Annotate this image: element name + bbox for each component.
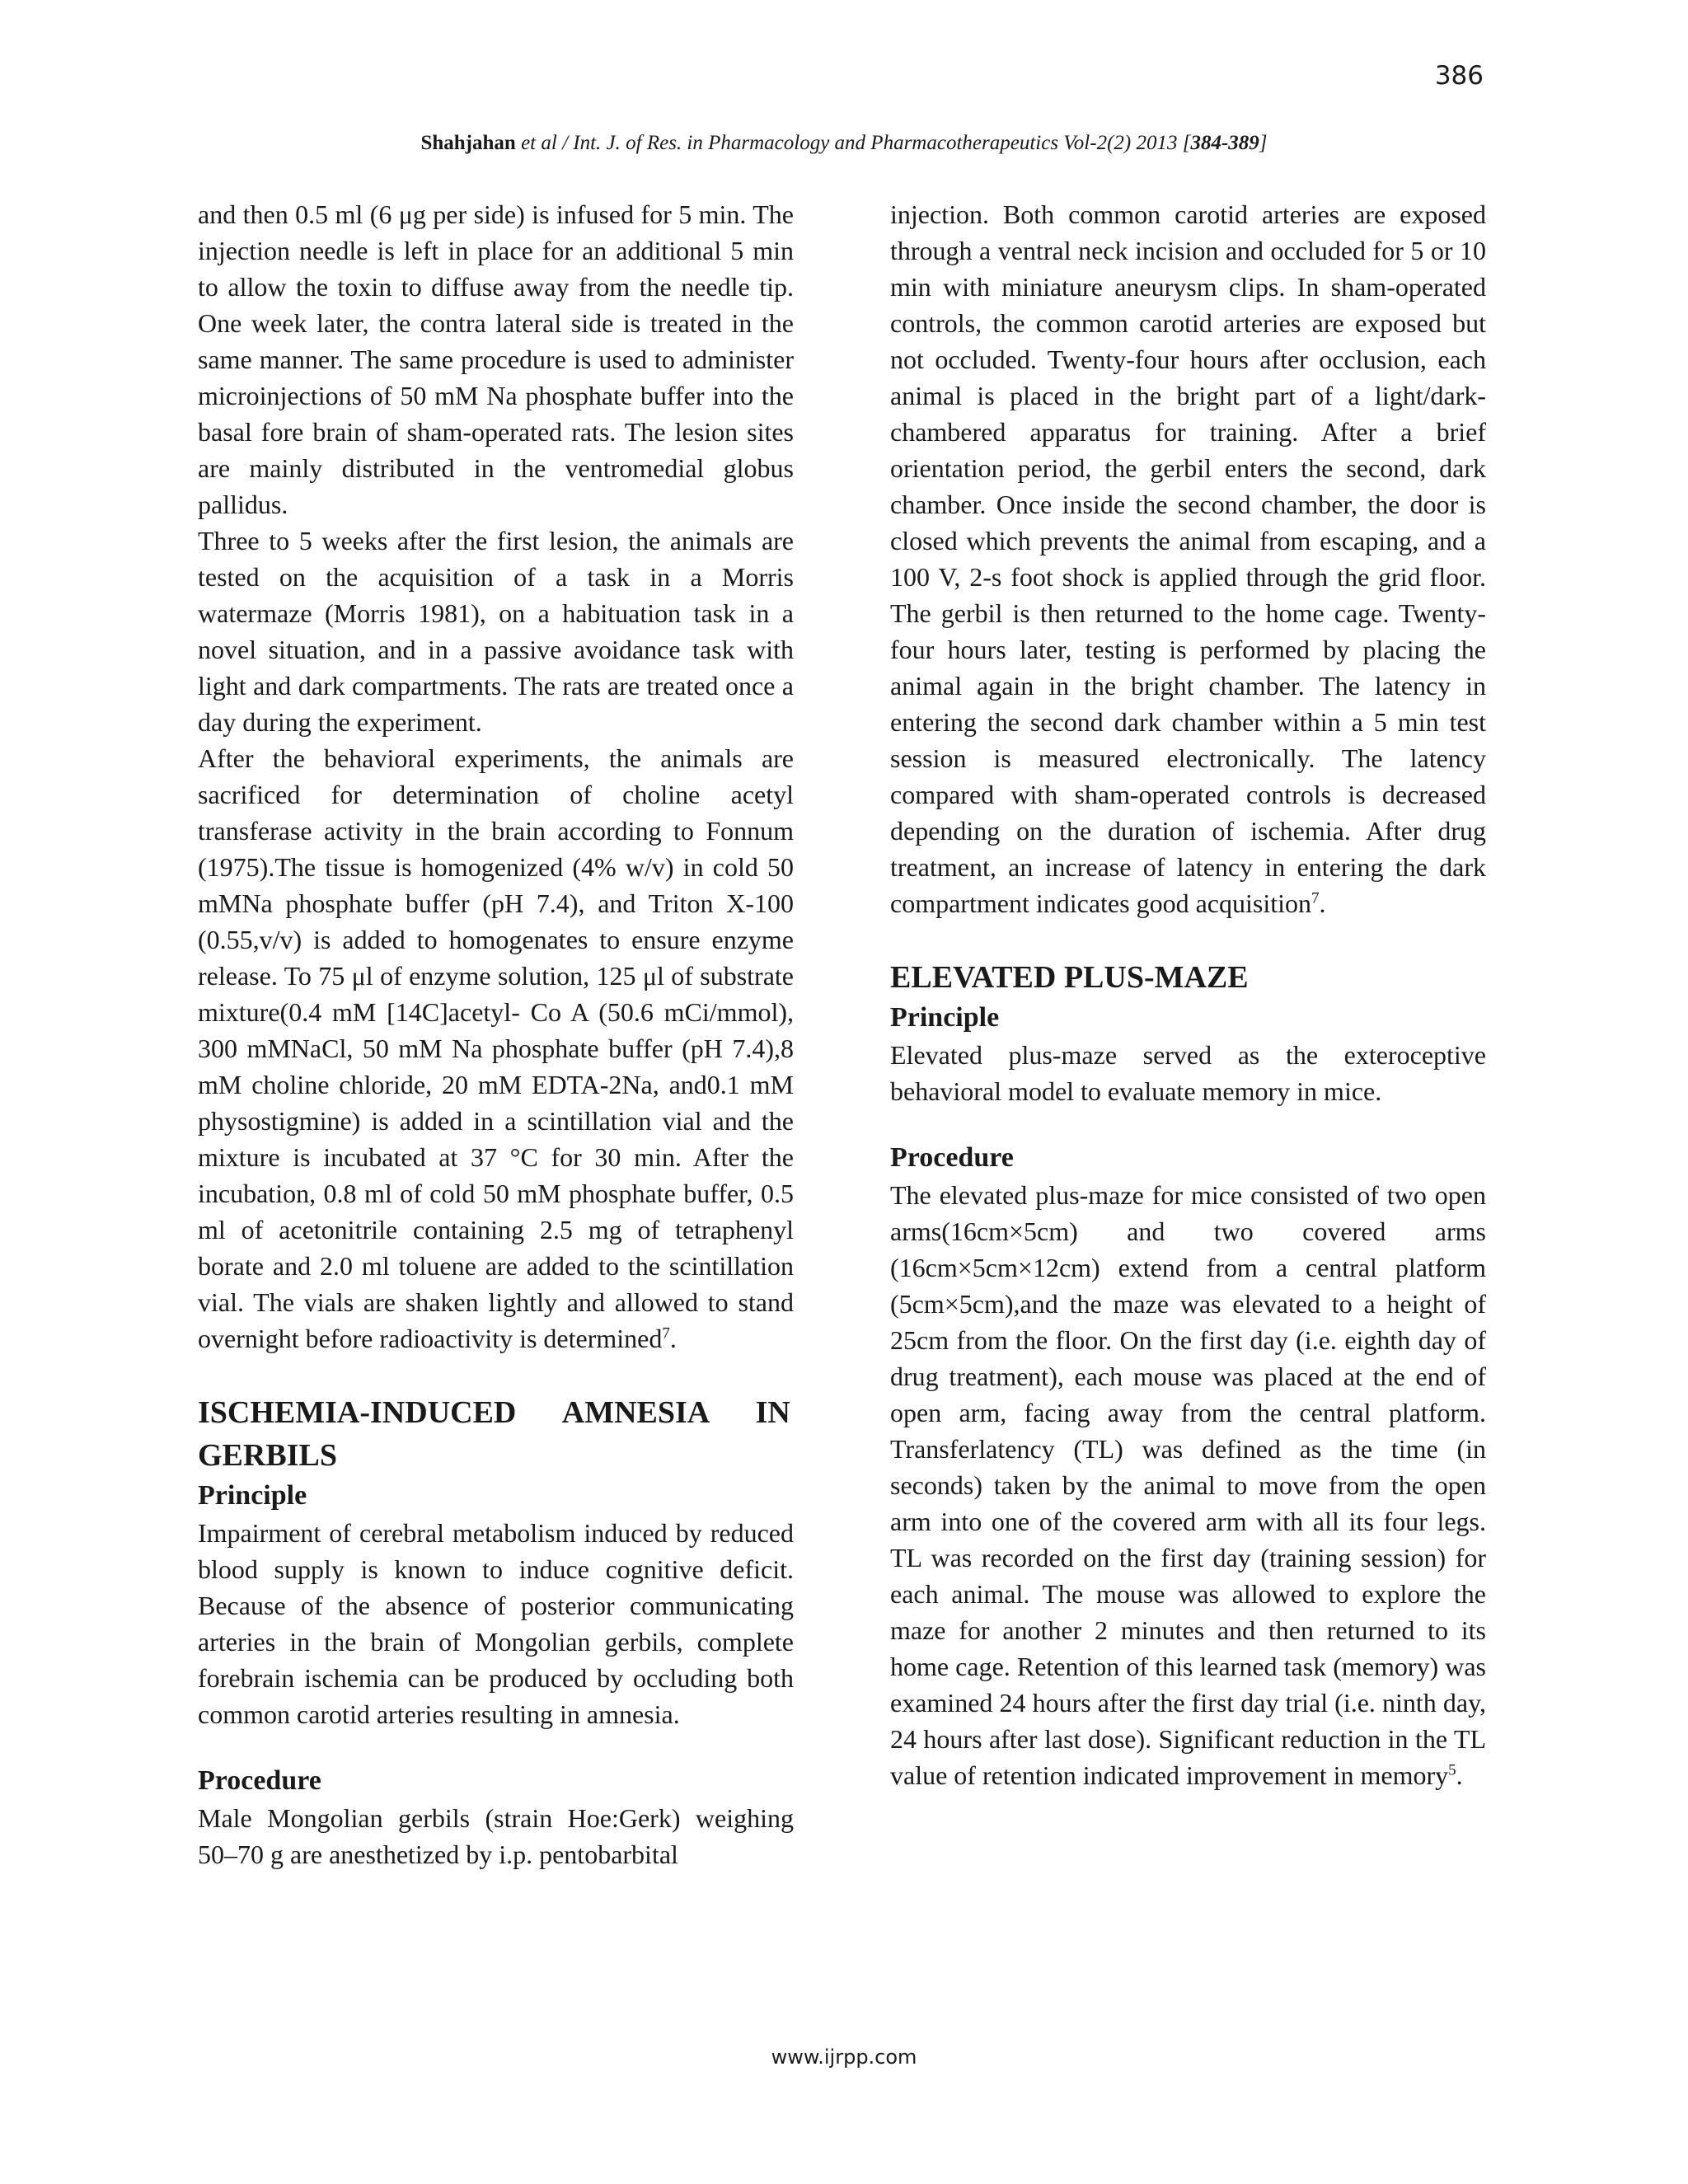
paragraph: Male Mongolian gerbils (strain Hoe:Gerk) weighing 50–70 g are anesthetized by i.p. pentobarbital [198, 1803, 794, 1869]
footer-url: www.ijrpp.com [771, 2046, 917, 2069]
paragraph: and then 0.5 ml (6 μg per side) is infused for 5 min. The injection needle is left in place for an additional 5 min to allow the toxin to diffuse away from the needle tip. One week later, the contra lateral side is treated in the same manner. The same procedure is used to administer microinjections of 50 mM Na phosphate buffer into the basal fore brain of sham-operated rats. The lesion sites are mainly distributed in the ventromedial globus pallidus. [198, 199, 794, 519]
paragraph: Elevated plus-maze served as the exteroceptive behavioral model to evaluate memory in mice. [890, 1040, 1486, 1106]
paragraph: The elevated plus-maze for mice consisted of two open arms(16cm×5cm) and two covered arms (16cm×5cm×12cm) extend from a central platform (5cm×5cm),and the maze was elevated to a height of 25cm from the floor. On the first day (i.e. eighth day of drug treatment), each mouse was placed at the end of open arm, facing away from the central platform. Transferlatency (TL) was defined as the time (in seconds) taken by the animal to move from the open arm into one of the covered arm with all its four legs. TL was recorded on the first day (training session) for each animal. The mouse was allowed to explore the maze for another 2 minutes and then returned to its home cage. Retention of this learned task (memory) was examined 24 hours after the first day trial (i.e. ninth day, 24 hours after last dose). Significant reduction in the TL value of retention indicated improvement in memory$^5$. [890, 1180, 1486, 1790]
left-column [198, 196, 794, 1872]
reference-marker: 7 [662, 1324, 670, 1343]
header-author: Shahjahan [420, 132, 516, 154]
subheading-principle: Principle [890, 1002, 1000, 1033]
subheading-procedure: Procedure [890, 1142, 1014, 1173]
paragraph: After the behavioral experiments, the animals are sacrificed for determination of choline acetyl transferase activity in the brain according to Fonnum (1975).The tissue is homogenized (4% w/v) in cold 50 mMNa phosphate buffer (pH 7.4), and Triton X-100 (0.55,v/v) is added to homogenates to ensure enzyme release. To 75 μl of enzyme solution, 125 μl of substrate mixture(0.4 mM [14C]acetyl- Co A (50.6 mCi/mmol), 300 mMNaCl, 50 mM Na phosphate buffer (pH 7.4),8 mM choline chloride, 20 mM EDTA-2Na, and0.1 mM physostigmine) is added in a scintillation vial and the mixture is incubated at 37 °C for 30 min. After the incubation, 0.8 ml of cold 50 mM phosphate buffer, 0.5 ml of acetonitrile containing 2.5 mg of tetraphenyl borate and 2.0 ml toluene are added to the scintillation vial. The vials are shaken lightly and allowed to stand overnight before radioactivity is determined$^7$. [198, 743, 794, 1353]
paragraph: Three to 5 weeks after the first lesion, the animals are tested on the acquisition of a task in a Morris watermaze (Morris 1981), on a habituation task in a novel situation, and in a passive avoidance task with light and dark compartments. The rats are treated once a day during the experiment. [198, 526, 794, 737]
page-number: 386 [1434, 61, 1484, 91]
reference-marker: 7 [1311, 889, 1320, 907]
header-pages: 384-389 [1190, 132, 1259, 154]
section-title-elevated-plus-maze: ELEVATED PLUS-MAZE [890, 960, 1249, 995]
header-citation: et al / Int. J. of Res. in Pharmacology and Pharmacotherapeutics Vol-2(2) 2013 [ [515, 132, 1191, 154]
section-title-ischemia: ISCHEMIA-INDUCED AMNESIA IN GERBILS [198, 1395, 790, 1473]
paragraph: Impairment of cerebral metabolism induced by reduced blood supply is known to induce cognitive deficit. Because of the absence of posterior communicating arteries in the brain of Mongolian gerbils, complete forebrain ischemia can be produced by occluding both common carotid arteries resulting in amnesia. [198, 1518, 794, 1729]
running-header [0, 132, 1688, 155]
right-column [890, 196, 1486, 1793]
header-close: ] [1259, 132, 1268, 154]
subheading-principle: Principle [198, 1480, 307, 1511]
subheading-procedure: Procedure [198, 1765, 321, 1796]
reference-marker: 5 [1448, 1761, 1456, 1779]
paragraph: injection. Both common carotid arteries are exposed through a ventral neck incision and occluded for 5 or 10 min with miniature aneurysm clips. In sham-operated controls, the common carotid arteries are exposed but not occluded. Twenty-four hours after occlusion, each animal is placed in the bright part of a light/dark-chambered apparatus for training. After a brief orientation period, the gerbil enters the second, dark chamber. Once inside the second chamber, the door is closed which prevents the animal from escaping, and a 100 V, 2-s foot shock is applied through the grid floor. The gerbil is then returned to the home cage. Twenty-four hours later, testing is performed by placing the animal again in the bright chamber. The latency in entering the second dark chamber within a 5 min test session is measured electronically. The latency compared with sham-operated controls is decreased depending on the duration of ischemia. After drug treatment, an increase of latency in entering the dark compartment indicates good acquisition$^7$. [890, 199, 1486, 918]
